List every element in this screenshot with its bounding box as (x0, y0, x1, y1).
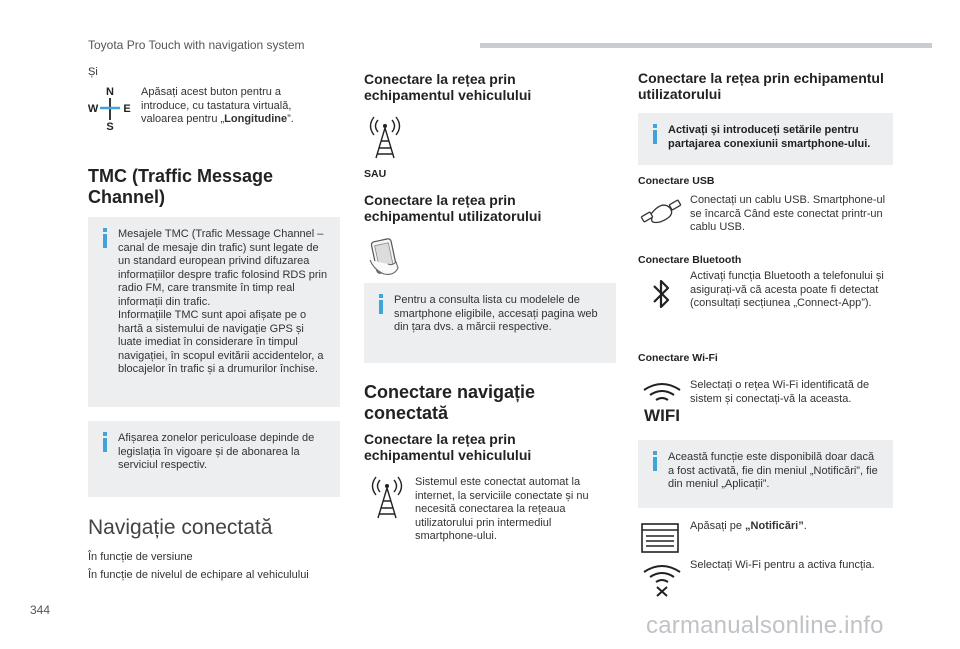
wifi-text: Selectați o rețea Wi-Fi identificată de sistem și conectați-vă la aceasta. (690, 379, 870, 405)
info-icon (649, 451, 661, 471)
bluetooth-label: Conectare Bluetooth (638, 254, 742, 266)
tmc-info-text: Mesajele TMC (Trafic Message Channel – canal de mesaje din trafic) sunt legate de un standard european privind difuzarea informațiilor despre trafic folosind RDS prin radio FM, care transmite în timp real informații din trafic. Informațiile TMC sunt apoi afișate pe o hartă a sistemului de navigație GPS și luate imediat în considerare în timpul navigației, în scopul evitării accidentelor, a blocajelor în trafic și a drumurilor închise. (118, 228, 328, 375)
press-notifications-text: Apăsați pe „Notificări”. (690, 520, 807, 532)
header-bar (480, 43, 932, 48)
usb-label: Conectare USB (638, 175, 715, 187)
version-line-1: În funcție de versiune (88, 551, 193, 563)
info-icon (99, 432, 111, 452)
wifi-off-icon[interactable] (640, 562, 684, 598)
activate-info-box (638, 113, 893, 165)
available-info-text: Această funcție este disponibilă doar dacă a fost activată, fie din meniul „Notificări”, fie din meniul „Aplicații”. (668, 451, 878, 490)
page-number: 344 (30, 603, 51, 617)
info-icon (375, 294, 387, 314)
usb-cable-icon (640, 196, 682, 230)
compass-description: Apăsați acest buton pentru a introduce, cu tastatura virtuală, valoarea pentru „Longitudine”. (141, 86, 294, 125)
user-network-title-3: Conectare la rețea prin echipamentul utilizatorului (638, 70, 884, 102)
connected-nav-section-title: Conectare navigație conectată (364, 382, 536, 423)
bluetooth-icon (648, 276, 676, 312)
watermark: carmanualsonline.info (646, 612, 884, 639)
vehicle-network-title: Conectare la rețea prin echipamentul vehiculului (364, 71, 532, 103)
compass-s: S (106, 121, 114, 132)
compass-n: N (106, 86, 114, 98)
wifi-label: Conectare Wi-Fi (638, 352, 718, 364)
user-network-title: Conectare la rețea prin echipamentul utilizatorului (364, 192, 542, 224)
notifications-menu-icon[interactable] (640, 522, 680, 554)
hazard-info-box (88, 421, 340, 497)
wifi-icon (640, 380, 684, 422)
hazard-info-text: Afișarea zonelor periculoase depinde de legislația în vigoare și de abonarea la serviciul respectiv. (118, 432, 315, 471)
compass-w: W (88, 103, 99, 115)
intro-text: Și (88, 66, 98, 78)
vehicle-network-title-2: Conectare la rețea prin echipamentul vehiculului (364, 431, 532, 463)
activate-info-text: Activați și introduceți setările pentru partajarea conexiunii smartphone-ului. (668, 124, 871, 150)
usb-text: Conectați un cablu USB. Smartphone-ul se încarcă Când este conectat printr-un cablu USB. (690, 194, 886, 233)
tmc-title: TMC (Traffic Message Channel) (88, 166, 274, 207)
version-line-2: În funcție de nivelul de echipare al vehiculului (88, 569, 309, 581)
info-icon (649, 124, 661, 144)
smartphone-hand-icon (366, 236, 408, 278)
wifi-icon-label: WIFI (644, 406, 680, 422)
compass-e: E (123, 103, 131, 115)
models-info-box (364, 283, 616, 363)
tmc-info-box (88, 217, 340, 407)
connected-nav-title: Navigație conectată (88, 516, 273, 539)
or-label: SAU (364, 168, 387, 180)
select-wifi-text: Selectați Wi-Fi pentru a activa funcția. (690, 559, 875, 571)
antenna-icon (367, 476, 407, 520)
compass-icon (88, 84, 132, 132)
header-title: Toyota Pro Touch with navigation system (88, 38, 305, 52)
models-info-text: Pentru a consulta lista cu modelele de smartphone eligibile, accesați pagina web din țara dvs. a mărcii respective. (394, 294, 598, 333)
antenna-icon (365, 116, 405, 160)
info-icon (99, 228, 111, 248)
available-info-box (638, 440, 893, 508)
bluetooth-text: Activați funcția Bluetooth a telefonului și asigurați-vă că acesta poate fi detectat (consultați secțiunea „Connect-App”). (690, 270, 884, 309)
auto-connect-text: Sistemul este conectat automat la internet, la serviciile conectate și nu necesită conectarea la rețeaua utilizatorului prin intermediul smartphone-ului. (415, 476, 589, 542)
